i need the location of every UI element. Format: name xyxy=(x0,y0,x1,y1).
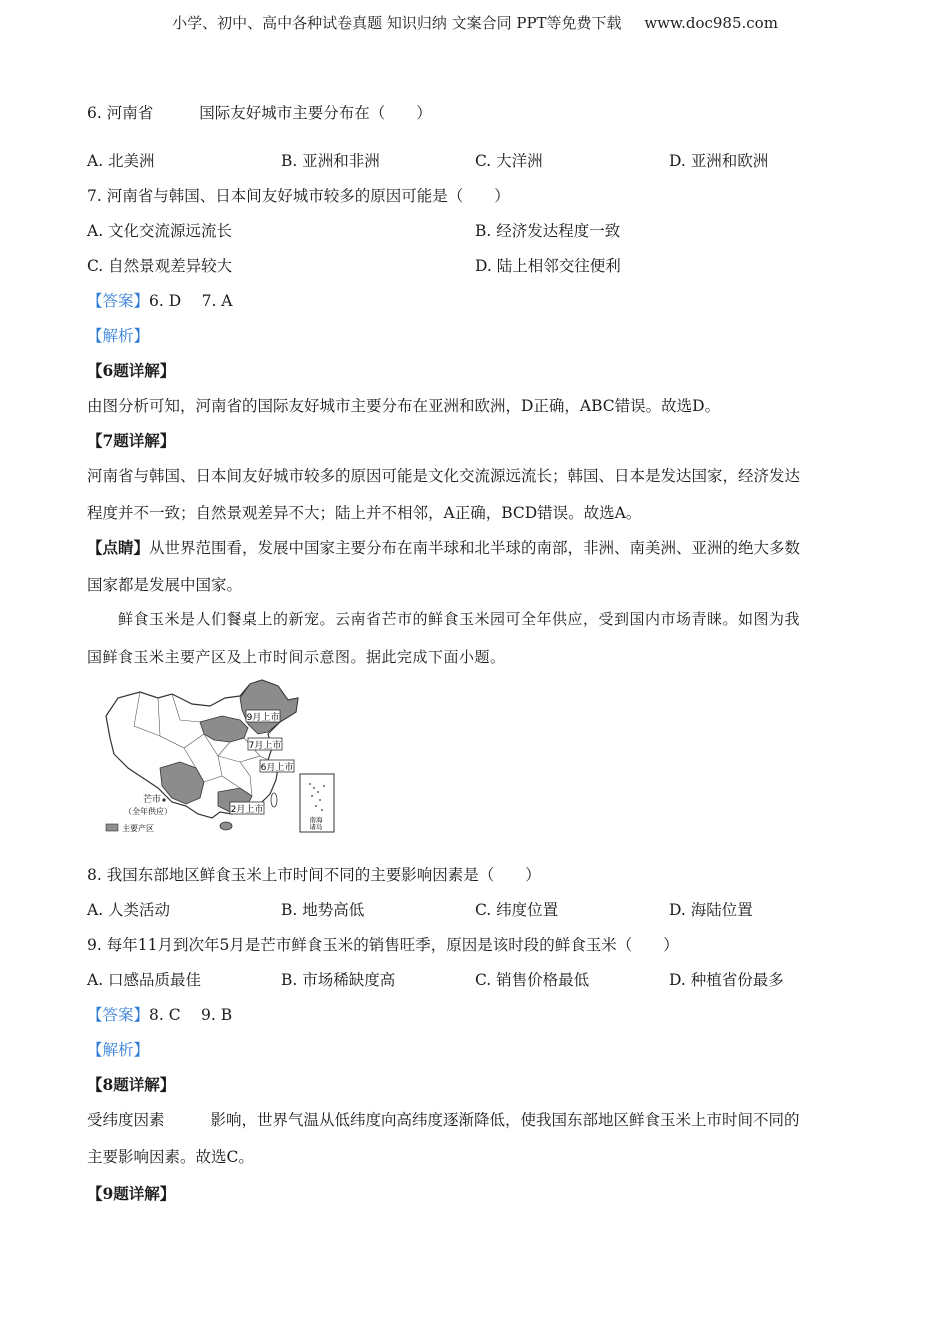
label-allyear: （全年供应） xyxy=(124,807,172,816)
q7-option-d: D. 陆上相邻交往便利 xyxy=(475,257,621,275)
analysis-2-title: 【解析】 xyxy=(87,1041,150,1059)
question-7-stem: 7. 河南省与韩国、日本间友好城市较多的原因可能是（ ） xyxy=(87,187,510,205)
legend-swatch xyxy=(106,824,118,831)
answer-1: 【答案】6. D 7. A xyxy=(87,292,233,310)
taiwan-island xyxy=(271,793,277,807)
q8-option-c: C. 纬度位置 xyxy=(475,901,559,919)
q7-option-a: A. 文化交流源远流长 xyxy=(87,222,233,240)
header-site: www.doc985.com xyxy=(644,14,778,32)
q9-option-a: A. 口感品质最佳 xyxy=(87,971,202,989)
detail-9-title: 【9题详解】 xyxy=(87,1184,176,1203)
detail-6-title: 【6题详解】 xyxy=(87,361,176,380)
detail-8-text-2: 主要影响因素。故选C。 xyxy=(87,1148,254,1166)
passage-text-1: 鲜食玉米是人们餐桌上的新宠。云南省芒市的鲜食玉米园可全年供应，受到国内市场青睐。如图为我 xyxy=(118,610,801,628)
q8-option-a: A. 人类活动 xyxy=(87,901,171,919)
legend-label: 主要产区 xyxy=(122,824,154,833)
label-feb: 2月上市 xyxy=(230,805,264,815)
label-jun: 6月上市 xyxy=(260,763,294,773)
analysis-1-title: 【解析】 xyxy=(87,327,150,345)
detail-7-text-2: 程度并不一致；自然景观差异不大；陆上并不相邻，A正确，BCD错误。故选A。 xyxy=(87,504,642,522)
q6-option-b: B. 亚洲和非洲 xyxy=(281,152,380,170)
q9-option-c: C. 销售价格最低 xyxy=(475,971,590,989)
q6-option-c: C. 大洋洲 xyxy=(475,152,543,170)
q9-option-d: D. 种植省份最多 xyxy=(669,971,784,989)
header-text: 小学、初中、高中各种试卷真题 知识归纳 文案合同 PPT等免费下载 xyxy=(172,14,622,32)
south-sea-label-2: 诸岛 xyxy=(309,823,323,831)
detail-6-text: 由图分析可知，河南省的国际友好城市主要分布在亚洲和欧洲，D正确，ABC错误。故选D。 xyxy=(87,397,721,415)
dianjing-text-2: 国家都是发展中国家。 xyxy=(87,576,243,594)
question-8-stem: 8. 我国东部地区鲜食玉米上市时间不同的主要影响因素是（ ） xyxy=(87,866,541,884)
south-sea-label-1: 南海 xyxy=(309,816,323,824)
q6-option-d: D. 亚洲和欧洲 xyxy=(669,152,769,170)
label-jul: 7月上市 xyxy=(248,741,282,751)
page-header xyxy=(0,12,950,33)
fresh-corn-map xyxy=(100,676,340,838)
answer-2: 【答案】8. C 9. B xyxy=(87,1006,233,1024)
q8-option-d: D. 海陆位置 xyxy=(669,901,753,919)
label-sep: 9月上市 xyxy=(246,713,280,723)
q6-option-a: A. 北美洲 xyxy=(87,152,155,170)
dianjing: 【点睛】从世界范围看，发展中国家主要分布在南半球和北半球的南部，非洲、南美洲、亚洲的绝大多数 xyxy=(87,538,801,557)
detail-8-title: 【8题详解】 xyxy=(87,1075,176,1094)
detail-7-text-1: 河南省与韩国、日本间友好城市较多的原因可能是文化交流源远流长；韩国、日本是发达国家，经济发达 xyxy=(87,467,801,485)
hainan-island xyxy=(220,822,232,830)
q9-option-b: B. 市场稀缺度高 xyxy=(281,971,396,989)
label-mangshi: 芒市 xyxy=(142,795,162,805)
detail-8-text-1: 受纬度因素 影响，世界气温从低纬度向高纬度逐渐降低，使我国东部地区鲜食玉米上市时间不同的 xyxy=(87,1111,800,1129)
passage-text-2: 国鲜食玉米主要产区及上市时间示意图。据此完成下面小题。 xyxy=(87,648,506,666)
mangshi-dot xyxy=(162,798,165,801)
q7-option-c: C. 自然景观差异较大 xyxy=(87,257,233,275)
q7-option-b: B. 经济发达程度一致 xyxy=(475,222,621,240)
detail-7-title: 【7题详解】 xyxy=(87,431,176,450)
question-9-stem: 9. 每年11月到次年5月是芒市鲜食玉米的销售旺季，原因是该时段的鲜食玉米（ ） xyxy=(87,936,679,954)
q8-option-b: B. 地势高低 xyxy=(281,901,365,919)
question-6-stem: 6. 河南省 国际友好城市主要分布在（ ） xyxy=(87,104,432,122)
